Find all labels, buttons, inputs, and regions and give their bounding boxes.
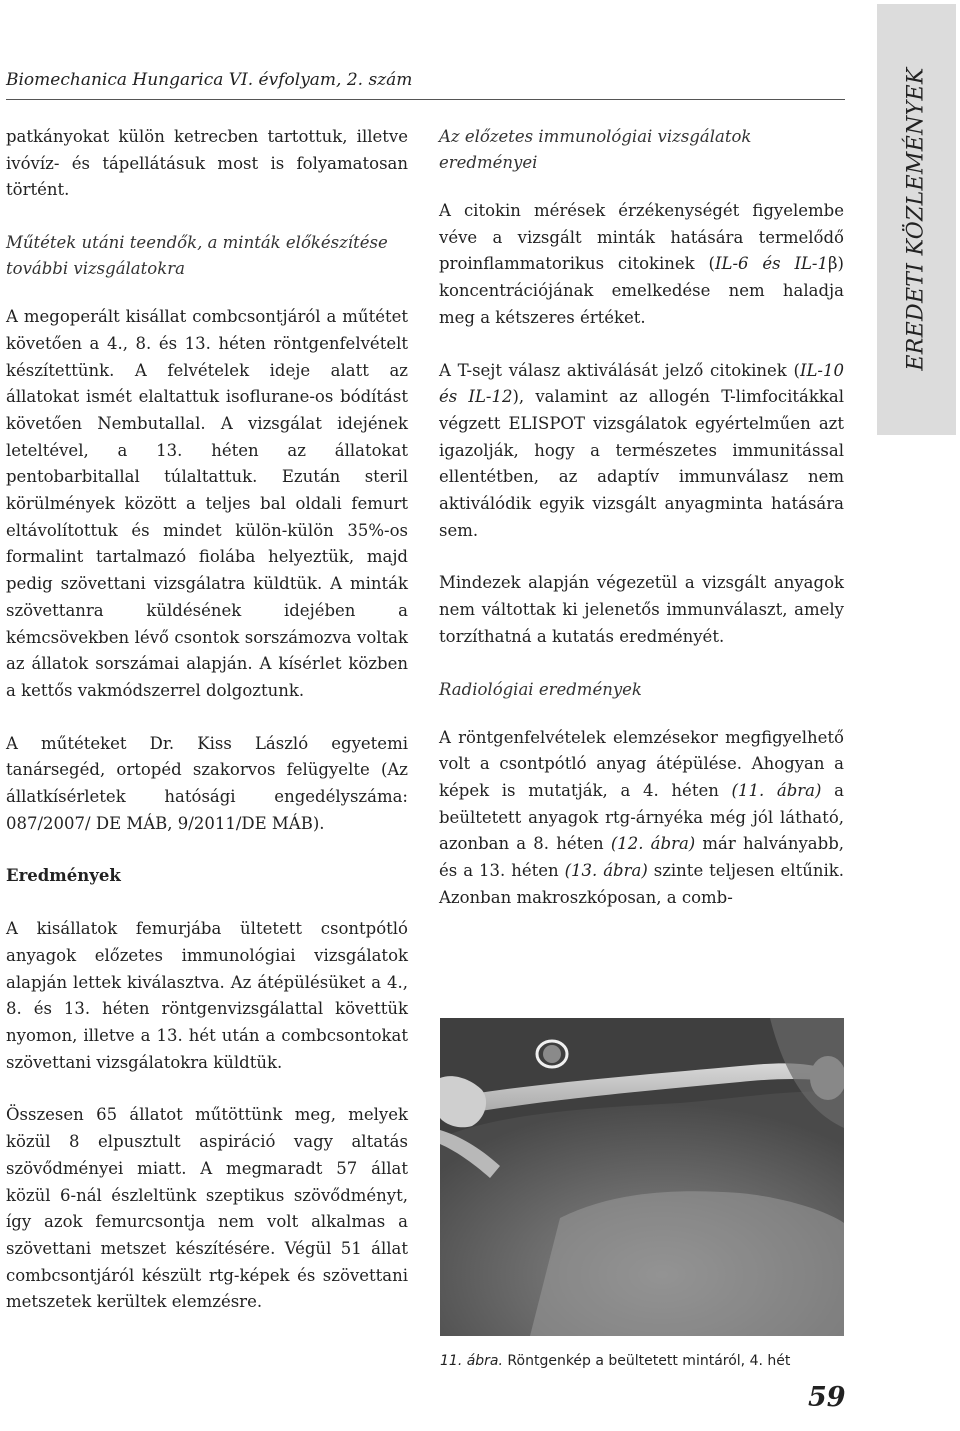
- caption-text: Röntgenkép a beültetett mintáról, 4. hét: [502, 1353, 791, 1369]
- left-paragraph-2: A megoperált kisállat combcsontjáról a műtétet követően a 4., 8. és 13. héten röntgenfelvételt készítettünk. A felvételek ideje alatt az állatokat ismét elaltattuk isoflurane-os bódítást követően Nembutallal. A vizsgálat idejének leteltével, a 13. héten az állatokat pentobarbitallal túlaltattuk. Ezután steril körülmények között a teljes bal oldali femurt eltávolítottuk és mindet külön-külön 35%-os formalint tartalmazó fiolába helyeztük, majd pedig szövettani vizsgálatra küldtük. A minták szövettanra küldésének idejében a kémcsövekben lévő csontok sorszámozva voltak az állatok sorszámai alapján. A kísérlet közben a kettős vakmódszerrel dolgoztunk.: [6, 307, 408, 700]
- left-paragraph-3: A műtéteket Dr. Kiss László egyetemi tanársegéd, ortopéd szakorvos felügyelte (Az állatkísérletek hatósági engedélyszáma: 087/2007/ DE MÁB, 9/2011/DE MÁB).: [6, 733, 408, 833]
- section-side-tab: [877, 4, 956, 435]
- left-subtitle-postop: Műtétek utáni teendők, a minták előkészítése további vizsgálatokra: [6, 233, 388, 279]
- right-paragraph-1: [439, 198, 844, 332]
- italic-run: IL-6 és IL-1: [714, 254, 828, 274]
- left-paragraph-4: A kisállatok femurjába ültetett csontpótló anyagok előzetes immunológiai vizsgálatok alapján lettek kiválasztva. Az átépülésüket a 4., 8. és 13. héten röntgenvizsgálattal követtük nyomon, illetve a 13. hét után a combcsontokat szövettani vizsgálatokra küldtük.: [6, 919, 408, 1072]
- text-run: A citokin mérések érzékenységét figyelembe véve a vizsgált minták hatására termelődő proinflammatorikus citokinek (: [439, 201, 844, 274]
- text-run: A T-sejt válasz aktiválását jelző citokinek (: [439, 360, 800, 380]
- side-tab-label: EREDETI KÖZLEMÉNYEK: [903, 67, 929, 371]
- left-paragraph-5: Összesen 65 állatot műtöttünk meg, melyek közül 8 elpusztult aspiráció vagy altatás szövődményei miatt. A megmaradt 57 állat közül 6-nál észleltünk szeptikus szövődményt, így azok femurcsontja nem volt alkalmas a szövettani metszet készítésére. Végül 51 állat combcsontjáról készült rtg-képek és szövettani metszetek kerültek elemzésre.: [6, 1105, 408, 1312]
- right-subtitle-immunology: Az előzetes immunológiai vizsgálatok eredményei: [439, 127, 752, 172]
- right-column: [439, 124, 844, 911]
- left-paragraph-1: patkányokat külön ketrecben tartottuk, illetve ivóvíz- és tápellátásuk most is folyamatosan történt.: [6, 127, 408, 200]
- text-run: A röntgenfelvételek elemzésekor megfigyelhető volt a csontpótló anyag átépülése. Ahogyan a képek is mutatják, a 4. héten: [439, 727, 844, 800]
- right-paragraph-2: [439, 358, 844, 545]
- text-run: a beültetett anyagok rtg-árnyéka még jól látható, azonban a 8. héten: [439, 780, 844, 854]
- xray-image: [440, 1018, 844, 1336]
- text-run: már halványabb, és a 13. héten: [439, 834, 845, 881]
- figure-caption: [440, 1353, 790, 1369]
- right-paragraph-4: [439, 725, 844, 912]
- right-paragraph-3: Mindezek alapján végezetül a vizsgált anyagok nem váltottak ki jelenetős immunválaszt, amely torzíthatná a kutatás eredményét.: [439, 573, 844, 646]
- header-rule: [6, 99, 845, 100]
- text-run: ), valamint az allogén T-limfocitákkal végzett ELISPOT vizsgálatok egyértelműen azt igazolják, hogy a természetes immunitással ellentétben, az adaptív immunválasz nem aktiválódik egyik vizsgált anyagminta hatására sem.: [439, 387, 844, 540]
- left-column: [6, 124, 408, 1316]
- italic-run: IL-10 és IL-12: [439, 360, 844, 407]
- right-subtitle-radiology: Radiológiai eredmények: [439, 679, 642, 699]
- journal-header: Biomechanica Hungarica VI. évfolyam, 2. szám: [6, 70, 413, 90]
- text-run: β) koncentrációjának emelkedése nem haladja meg a kétszeres értéket.: [439, 254, 844, 327]
- xray-figure: [440, 1018, 844, 1336]
- page-number: 59: [808, 1382, 846, 1413]
- text-run: szinte teljesen eltűnik. Azonban makroszkóposan, a comb-: [439, 861, 844, 907]
- figure-ref: (11. ábra): [731, 780, 822, 800]
- figure-ref: (13. ábra): [564, 861, 648, 881]
- implant-shadow: [543, 1045, 561, 1063]
- figure-ref: (12. ábra): [610, 834, 696, 854]
- results-heading: Eredmények: [6, 866, 121, 886]
- lower-soft-tissue: [530, 1191, 844, 1336]
- caption-label: 11. ábra.: [440, 1353, 503, 1369]
